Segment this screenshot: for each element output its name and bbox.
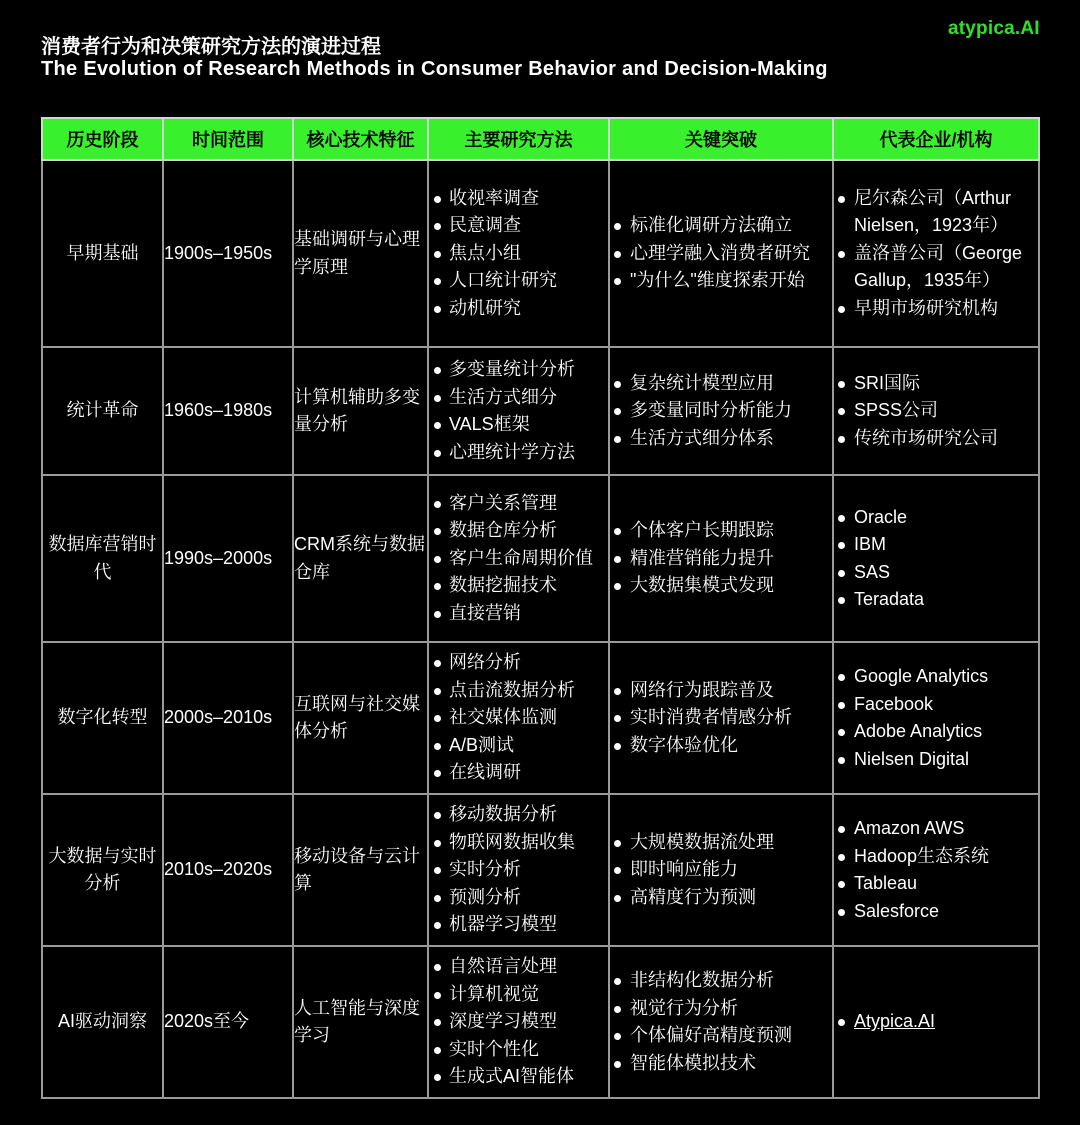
list-item: 生成式AI智能体 (429, 1063, 608, 1091)
cell-tech: CRM系统与数据仓库 (293, 475, 428, 642)
list-item: 实时分析 (429, 856, 608, 884)
list-item: 早期市场研究机构 (834, 295, 1038, 323)
list-item: 机器学习模型 (429, 911, 608, 939)
cell-orgs (833, 347, 1039, 475)
list-item: 标准化调研方法确立 (610, 212, 832, 240)
cell-methods (428, 946, 609, 1098)
cell-methods-list (429, 490, 608, 628)
list-item: 直接营销 (429, 600, 608, 628)
list-item: 收视率调查 (429, 185, 608, 213)
cell-breakthroughs-list (610, 212, 832, 295)
list-item: Nielsen Digital (834, 746, 1038, 774)
cell-orgs (833, 946, 1039, 1098)
cell-orgs (833, 794, 1039, 946)
list-item: 网络行为跟踪普及 (610, 677, 832, 705)
cell-methods-list (429, 356, 608, 466)
cell-stage: 早期基础 (42, 160, 163, 347)
cell-tech: 人工智能与深度学习 (293, 946, 428, 1098)
list-item: SRI国际 (834, 370, 1038, 398)
list-item: 网络分析 (429, 649, 608, 677)
cell-breakthroughs-list (610, 829, 832, 912)
list-item: Amazon AWS (834, 815, 1038, 843)
cell-orgs (833, 642, 1039, 794)
list-item: 个体客户长期跟踪 (610, 517, 832, 545)
cell-orgs-list (834, 1008, 1038, 1036)
list-item: 大数据集模式发现 (610, 572, 832, 600)
table-row (42, 794, 1039, 946)
list-item: 民意调查 (429, 212, 608, 240)
list-item: Google Analytics (834, 663, 1038, 691)
header-breakthroughs: 关键突破 (609, 118, 833, 160)
cell-methods (428, 160, 609, 347)
list-item: Salesforce (834, 898, 1038, 926)
list-item: 精准营销能力提升 (610, 545, 832, 573)
cell-breakthroughs (609, 160, 833, 347)
cell-methods-list (429, 185, 608, 323)
list-item: Tableau (834, 870, 1038, 898)
list-item: 视觉行为分析 (610, 995, 832, 1023)
cell-orgs-list (834, 663, 1038, 773)
list-item: 生活方式细分 (429, 384, 608, 412)
header-tech: 核心技术特征 (293, 118, 428, 160)
table-row (42, 642, 1039, 794)
list-item: 大规模数据流处理 (610, 829, 832, 857)
cell-orgs-list (834, 185, 1038, 323)
list-item: 计算机视觉 (429, 981, 608, 1009)
cell-methods (428, 642, 609, 794)
cell-orgs (833, 160, 1039, 347)
header-orgs: 代表企业/机构 (833, 118, 1039, 160)
cell-breakthroughs-list (610, 967, 832, 1077)
cell-orgs-list (834, 504, 1038, 614)
cell-tech: 互联网与社交媒体分析 (293, 642, 428, 794)
cell-breakthroughs-list (610, 517, 832, 600)
list-item: 个体偏好高精度预测 (610, 1022, 832, 1050)
list-item: 移动数据分析 (429, 801, 608, 829)
table-row (42, 475, 1039, 642)
evolution-table (41, 117, 1040, 1099)
list-item: Adobe Analytics (834, 718, 1038, 746)
list-item: 动机研究 (429, 295, 608, 323)
cell-stage: 数据库营销时代 (42, 475, 163, 642)
list-item: 物联网数据收集 (429, 829, 608, 857)
list-item: 客户生命周期价值 (429, 545, 608, 573)
list-item: 实时个性化 (429, 1036, 608, 1064)
cell-breakthroughs-list (610, 677, 832, 760)
list-item: 心理学融入消费者研究 (610, 240, 832, 268)
cell-methods (428, 347, 609, 475)
table-header-row (42, 118, 1039, 160)
cell-methods-list (429, 801, 608, 939)
cell-tech: 基础调研与心理学原理 (293, 160, 428, 347)
cell-methods-list (429, 649, 608, 787)
cell-methods (428, 475, 609, 642)
list-item: Oracle (834, 504, 1038, 532)
list-item: 在线调研 (429, 759, 608, 787)
list-item: A/B测试 (429, 732, 608, 760)
page-title-en: The Evolution of Research Methods in Consumer Behavior and Decision-Making (41, 58, 828, 80)
cell-period: 2000s–2010s (163, 642, 293, 794)
list-item: 复杂统计模型应用 (610, 370, 832, 398)
list-item: 人口统计研究 (429, 267, 608, 295)
list-item: 传统市场研究公司 (834, 425, 1038, 453)
table-row (42, 946, 1039, 1098)
cell-period: 2010s–2020s (163, 794, 293, 946)
atypica-link[interactable]: Atypica.AI (834, 1008, 1038, 1036)
header-methods: 主要研究方法 (428, 118, 609, 160)
list-item: 数字体验优化 (610, 732, 832, 760)
list-item: 数据挖掘技术 (429, 572, 608, 600)
cell-breakthroughs (609, 946, 833, 1098)
list-item: SPSS公司 (834, 397, 1038, 425)
list-item: 实时消费者情感分析 (610, 704, 832, 732)
list-item: 焦点小组 (429, 240, 608, 268)
cell-stage: 数字化转型 (42, 642, 163, 794)
cell-period: 2020s至今 (163, 946, 293, 1098)
list-item: 即时响应能力 (610, 856, 832, 884)
list-item: Facebook (834, 691, 1038, 719)
list-item: 心理统计学方法 (429, 439, 608, 467)
header-period: 时间范围 (163, 118, 293, 160)
list-item: 客户关系管理 (429, 490, 608, 518)
list-item: 高精度行为预测 (610, 884, 832, 912)
cell-stage: 统计革命 (42, 347, 163, 475)
list-item: 非结构化数据分析 (610, 967, 832, 995)
cell-period: 1900s–1950s (163, 160, 293, 347)
list-item: 点击流数据分析 (429, 677, 608, 705)
cell-tech: 计算机辅助多变量分析 (293, 347, 428, 475)
header-stage: 历史阶段 (42, 118, 163, 160)
cell-tech: 移动设备与云计算 (293, 794, 428, 946)
list-item: 预测分析 (429, 884, 608, 912)
cell-breakthroughs-list (610, 370, 832, 453)
list-item: 深度学习模型 (429, 1008, 608, 1036)
list-item: Hadoop生态系统 (834, 843, 1038, 871)
list-item: 社交媒体监测 (429, 704, 608, 732)
cell-methods (428, 794, 609, 946)
cell-period: 1960s–1980s (163, 347, 293, 475)
cell-stage: AI驱动洞察 (42, 946, 163, 1098)
list-item: 多变量同时分析能力 (610, 397, 832, 425)
list-item: 尼尔森公司（Arthur Nielsen，1923年） (834, 185, 1038, 240)
cell-orgs-list (834, 815, 1038, 925)
cell-breakthroughs (609, 642, 833, 794)
brand-logo: atypica.AI (948, 18, 1040, 39)
list-item: SAS (834, 559, 1038, 587)
list-item: 自然语言处理 (429, 953, 608, 981)
cell-breakthroughs (609, 475, 833, 642)
table-row (42, 347, 1039, 475)
list-item: 数据仓库分析 (429, 517, 608, 545)
list-item: 盖洛普公司（George Gallup，1935年） (834, 240, 1038, 295)
cell-orgs (833, 475, 1039, 642)
list-item: Teradata (834, 586, 1038, 614)
list-item: 多变量统计分析 (429, 356, 608, 384)
cell-methods-list (429, 953, 608, 1091)
list-item: IBM (834, 531, 1038, 559)
list-item: VALS框架 (429, 411, 608, 439)
page-title-cn: 消费者行为和决策研究方法的演进过程 (41, 36, 381, 58)
list-item: 智能体模拟技术 (610, 1050, 832, 1078)
list-item: 生活方式细分体系 (610, 425, 832, 453)
cell-orgs-list (834, 370, 1038, 453)
cell-period: 1990s–2000s (163, 475, 293, 642)
cell-stage: 大数据与实时分析 (42, 794, 163, 946)
table-row (42, 160, 1039, 347)
cell-breakthroughs (609, 794, 833, 946)
list-item: "为什么"维度探索开始 (610, 267, 832, 295)
cell-breakthroughs (609, 347, 833, 475)
